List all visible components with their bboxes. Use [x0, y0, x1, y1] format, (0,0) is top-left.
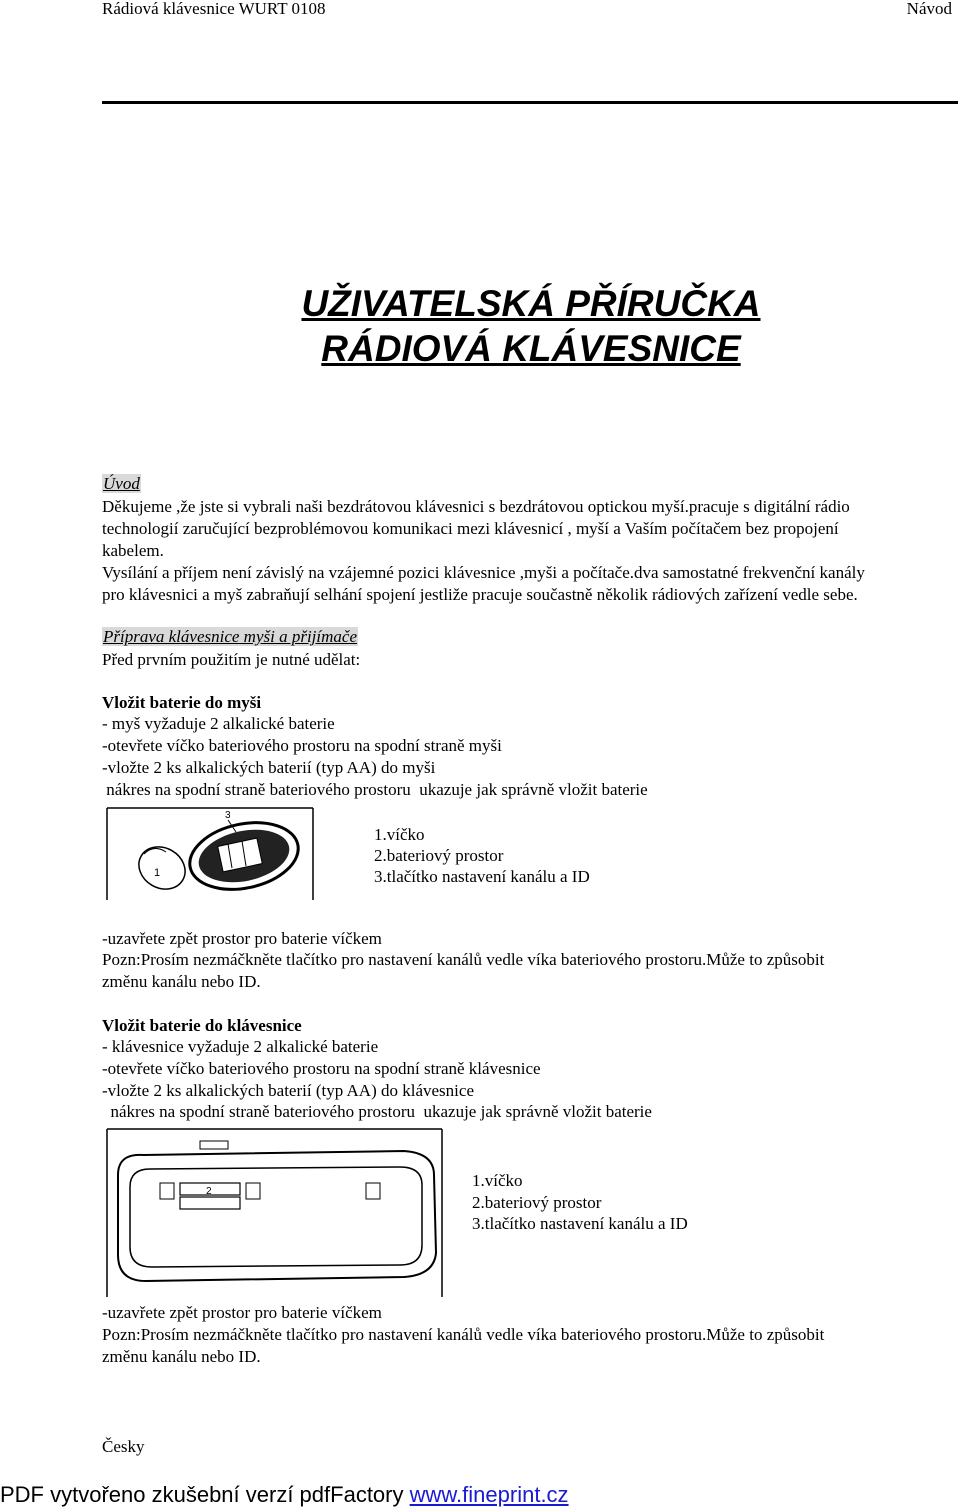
language-label: Česky	[102, 1437, 145, 1456]
keyboard-after: Pozn:Prosím nezmáčkněte tlačítko pro nastavení kanálů vedle víka bateriového prostoru.Může to způsobit	[102, 1325, 825, 1344]
header-left: Rádiová klávesnice WURT 0108	[102, 0, 326, 18]
keyboard-legend-item: 1.víčko	[472, 1171, 523, 1190]
header-right: Návod	[906, 0, 952, 18]
mouse-legend-item: 1.víčko	[374, 825, 425, 844]
keyboard-legend-item: 2.bateriový prostor	[472, 1193, 602, 1212]
mouse-after: Pozn:Prosím nezmáčkněte tlačítko pro nastavení kanálů vedle víka bateriového prostoru.Může to způsobit	[102, 950, 825, 969]
header-rule	[102, 101, 958, 104]
pdf-footer	[0, 1481, 569, 1509]
mouse-step: -vložte 2 ks alkalických baterií (typ AA) do myši	[102, 758, 436, 777]
keyboard-label-2: 2	[206, 1186, 212, 1197]
prep-line: Před prvním použitím je nutné udělat:	[102, 650, 361, 669]
mouse-label-1: 1	[154, 867, 161, 879]
intro-line: kabelem.	[102, 541, 164, 560]
keyboard-step: -otevřete víčko bateriového prostoru na spodní straně klávesnice	[102, 1059, 541, 1078]
footer-link[interactable]: www.fineprint.cz	[409, 1482, 569, 1507]
keyboard-step: nákres na spodní straně bateriového prostoru ukazuje jak správně vložit baterie	[102, 1102, 652, 1121]
mouse-step: nákres na spodní straně bateriového prostoru ukazuje jak správně vložit baterie	[102, 780, 648, 799]
keyboard-step: -vložte 2 ks alkalických baterií (typ AA) do klávesnice	[102, 1081, 474, 1100]
footer-text: PDF vytvořeno zkušební verzí pdfFactory	[0, 1482, 410, 1507]
mouse-step: -otevřete víčko bateriového prostoru na spodní straně myši	[102, 736, 502, 755]
mouse-heading: Vložit baterie do myši	[102, 693, 262, 712]
intro-line: technologií zaručující bezproblémovou komunikaci mezi klávesnicí , myší a Vaším počítačem bez propojení	[102, 519, 839, 538]
keyboard-step: - klávesnice vyžaduje 2 alkalické baterie	[102, 1037, 379, 1056]
mouse-after: -uzavřete zpět prostor pro baterie víčkem	[102, 929, 382, 948]
mouse-battery-diagram	[104, 804, 316, 904]
keyboard-legend-item: 3.tlačítko nastavení kanálu a ID	[472, 1214, 688, 1233]
keyboard-heading: Vložit baterie do klávesnice	[102, 1016, 302, 1035]
keyboard-after: změnu kanálu nebo ID.	[102, 1347, 261, 1366]
intro-heading	[102, 473, 141, 495]
intro-line: pro klávesnici a myš zabraňují selhání spojení jestliže pracuje součastně několik rádiových zařízení vedle sebe.	[102, 585, 858, 604]
intro-line: Děkujeme ,že jste si vybrali naši bezdrátovou klávesnici s bezdrátovou optickou myší.pracuje s digitální rádio	[102, 497, 850, 516]
mouse-after: změnu kanálu nebo ID.	[102, 972, 261, 991]
mouse-label-3: 3	[225, 810, 231, 821]
prep-heading-text: Příprava klávesnice myši a přijímače	[103, 627, 357, 646]
prep-heading	[102, 626, 358, 648]
keyboard-after: -uzavřete zpět prostor pro baterie víčkem	[102, 1303, 382, 1322]
mouse-step: - myš vyžaduje 2 alkalické baterie	[102, 714, 335, 733]
title-line-1: UŽIVATELSKÁ PŘÍRUČKA	[301, 283, 761, 324]
intro-heading-text: Úvod	[103, 474, 140, 493]
intro-line: Vysílání a příjem není závislý na vzájemné pozici klávesnice ,myši a počítače.dva samostatné frekvenční kanály	[102, 563, 865, 582]
mouse-legend-item: 3.tlačítko nastavení kanálu a ID	[374, 867, 590, 886]
keyboard-battery-diagram	[104, 1125, 446, 1299]
mouse-legend-item: 2.bateriový prostor	[374, 846, 504, 865]
title-line-2: RÁDIOVÁ KLÁVESNICE	[321, 328, 741, 369]
